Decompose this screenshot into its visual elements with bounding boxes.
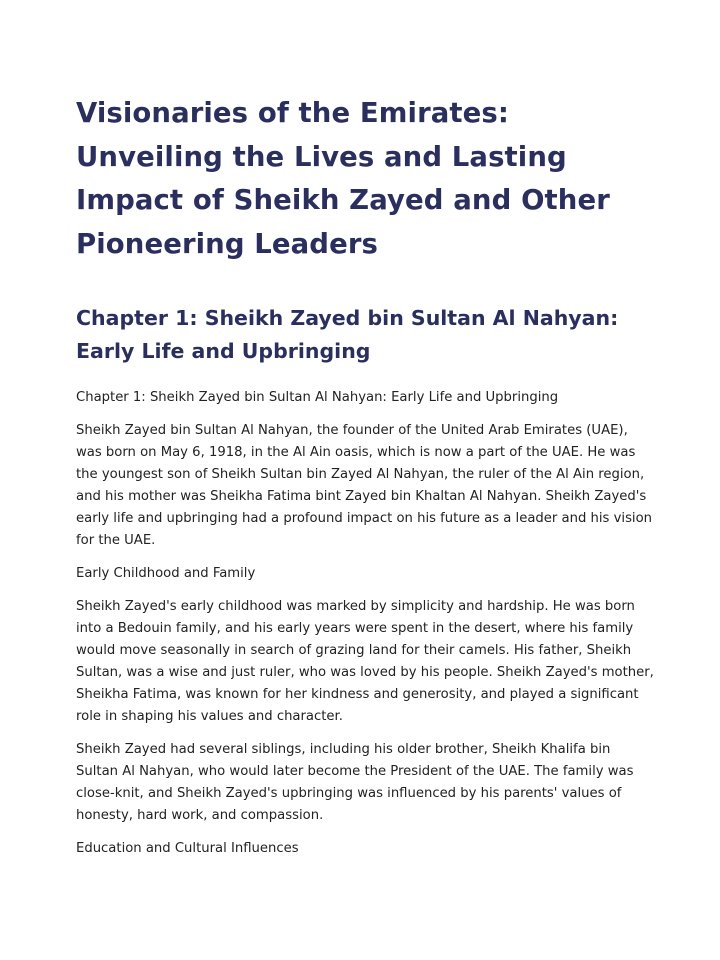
childhood-paragraph: Sheikh Zayed's early childhood was marked by simplicity and hardship. He was born into a Bedouin family, and his early years were spent in the desert, where his family would move seasonally in search of grazing land for their camels. His father, Sheikh Sultan, was a wise and just ruler, who was loved by his people. Sheikh Zayed's mother, Sheikha Fatima, was known for her kindness and generosity, and played a significant role in shaping his values and character. [76,599,654,724]
siblings-paragraph: Sheikh Zayed had several siblings, including his older brother, Sheikh Khalifa bin Sultan Al Nahyan, who would later become the President of the UAE. The family was close-knit, and Sheikh Zayed's upbringing was influenced by his parents' values of honesty, hard work, and compassion. [76,742,634,823]
section-heading-education: Education and Cultural Influences [76,841,299,856]
document-page [76,92,656,871]
book-title: Visionaries of the Emirates: Unveiling the Lives and Lasting Impact of Sheikh Zayed and Other Pioneering Leaders [76,97,610,260]
section-heading-early-childhood: Early Childhood and Family [76,566,256,581]
intro-paragraph: Sheikh Zayed bin Sultan Al Nahyan, the founder of the United Arab Emirates (UAE), was born on May 6, 1918, in the Al Ain oasis, which is now a part of the UAE. He was the youngest son of Sheikh Sultan bin Zayed Al Nahyan, the ruler of the Al Ain region, and his mother was Sheikha Fatima bint Zayed bin Khaltan Al Nahyan. Sheikh Zayed's early life and upbringing had a profound impact on his future as a leader and his vision for the UAE. [76,423,653,548]
chapter-subtitle-paragraph: Chapter 1: Sheikh Zayed bin Sultan Al Nahyan: Early Life and Upbringing [76,390,559,405]
chapter-heading: Chapter 1: Sheikh Zayed bin Sultan Al Nahyan: Early Life and Upbringing [76,306,619,363]
